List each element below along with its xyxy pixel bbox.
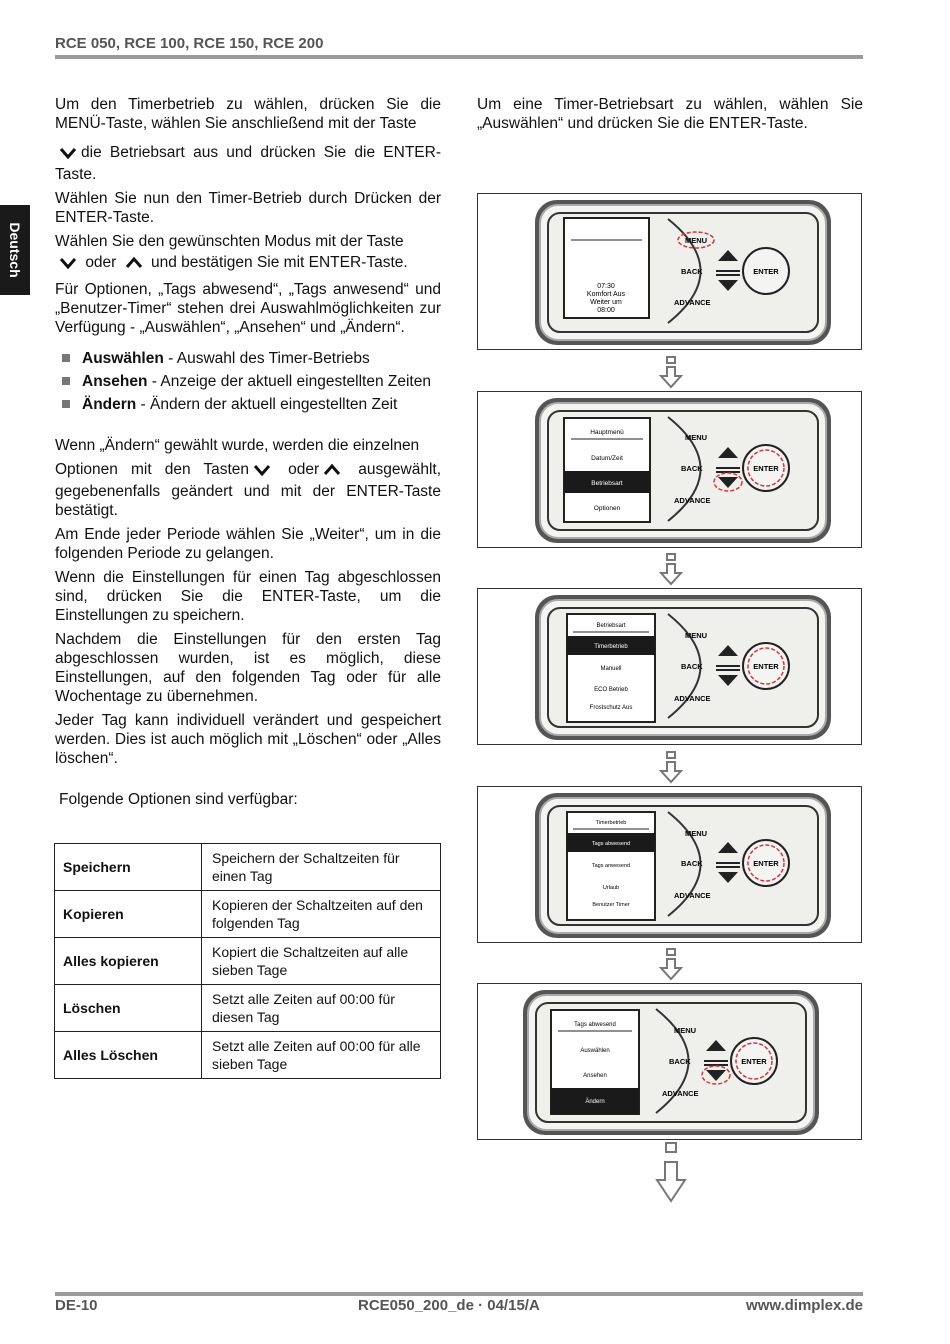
chevron-down-icon [59, 256, 77, 275]
bullet-term: Auswählen [82, 350, 164, 367]
document-code: RCE050_200_de · 04/15/A [358, 1297, 540, 1314]
paragraph: Am Ende jeder Periode wählen Sie „Weiter“, um in die folgenden Periode zu gelangen. [55, 526, 441, 562]
bullet-desc: - Ändern der aktuell eingestellten Zeit [136, 396, 398, 413]
menu-item: Frostschutz Aus [589, 705, 633, 711]
screen-line: 07:30 [597, 283, 615, 290]
back-label: BACK [669, 1057, 691, 1066]
bullet-square-icon [62, 400, 70, 408]
list-item [55, 349, 441, 368]
advance-label: ADVANCE [674, 298, 711, 307]
paragraph [55, 460, 441, 520]
advance-label: ADVANCE [674, 891, 711, 900]
options-intro: Folgende Optionen sind verfügbar: [59, 791, 298, 808]
option-desc: Kopiert die Schaltzeiten auf alle sieben Tage [202, 938, 441, 985]
paragraph [55, 143, 441, 184]
option-desc: Speichern der Schaltzeiten für einen Tag [202, 844, 441, 891]
option-name: Löschen [55, 985, 202, 1032]
controller-panel-1 [477, 193, 862, 350]
header-title: RCE 050, RCE 100, RCE 150, RCE 200 [55, 35, 324, 52]
menu-item: Auswählen [580, 1048, 610, 1054]
menu-label: MENU [685, 829, 708, 838]
enter-label: ENTER [741, 1057, 767, 1066]
menu-item: Manuell [600, 666, 622, 672]
table-row [55, 985, 441, 1032]
paragraph: Um den Timerbetrieb zu wählen, drücken Sie die MENÜ-Taste, wählen Sie anschließend mit der Taste [55, 96, 441, 132]
menu-item: Ändern [585, 1099, 605, 1105]
menu-title: Betriebsart [596, 623, 626, 629]
menu-title: Tags abwesend [574, 1022, 616, 1028]
down-flow-arrow-icon [658, 356, 684, 395]
paragraph-text: die Betriebsart aus und drücken Sie die ENTER-Taste. [55, 144, 441, 183]
paragraph: Nachdem die Einstellungen für den ersten Tag abgeschlossen wurden, ist es möglich, diese Einstellungen, auf den folgenden Tag oder für alle Wochentage zu übernehmen. [55, 631, 441, 705]
back-label: BACK [681, 662, 703, 671]
menu-item: Tags abwesend [591, 841, 631, 847]
paragraph-text: und bestätigen Sie mit ENTER-Taste. [150, 254, 408, 271]
table-row [55, 1032, 441, 1079]
options-table [54, 843, 441, 1079]
chevron-up-icon [323, 463, 341, 482]
down-flow-arrow-icon [658, 751, 684, 790]
bullet-square-icon [62, 377, 70, 385]
paragraph: Für Optionen, „Tags abwesend“, „Tags anwesend“ und „Benutzer-Timer“ stehen drei Auswahlmöglichkeiten zur Verfügung - „Auswählen“, „Ansehen“ und „Ändern“. [55, 281, 441, 336]
list-item [55, 372, 441, 391]
option-desc: Setzt alle Zeiten auf 00:00 für alle sieben Tage [202, 1032, 441, 1079]
screen-line: Komfort Aus [586, 291, 626, 298]
menu-label: MENU [685, 433, 708, 442]
paragraph: Jeder Tag kann individuell verändert und gespeichert werden. Dies ist auch möglich mit „Löschen“ oder „Alles löschen“. [55, 712, 441, 767]
paragraph [55, 253, 441, 275]
menu-title: Timerbetrieb [595, 820, 627, 826]
paragraph: Wählen Sie den gewünschten Modus mit der Taste [55, 233, 404, 250]
language-tab [0, 205, 30, 295]
paragraph: Wenn die Einstellungen für einen Tag abgeschlossen sind, drücken Sie die ENTER-Taste, um die Einstellungen zu speichern. [55, 569, 441, 624]
screen-line: Weiter um [590, 299, 622, 306]
enter-label: ENTER [753, 859, 779, 868]
menu-item: Optionen [593, 505, 621, 512]
controller-panel-3 [477, 588, 862, 745]
page-number: DE-10 [55, 1297, 98, 1314]
or-text: oder [288, 461, 320, 478]
left-column [55, 95, 441, 814]
back-label: BACK [681, 464, 703, 473]
bullet-desc: - Auswahl des Timer-Betriebs [163, 350, 370, 367]
enter-label: ENTER [753, 464, 779, 473]
bullet-square-icon [62, 354, 70, 362]
chevron-up-icon [125, 256, 143, 275]
chevron-down-icon [253, 463, 271, 482]
menu-item: Betriebsart [591, 480, 623, 487]
menu-item: Tags anwesend [591, 863, 631, 869]
screen-line: 08:00 [597, 307, 615, 314]
menu-item: Urlaub [602, 885, 620, 891]
table-row [55, 938, 441, 985]
footer-rule [55, 1292, 863, 1296]
advance-label: ADVANCE [674, 694, 711, 703]
controller-panel-2 [477, 391, 862, 548]
controller-panel-4 [477, 786, 862, 943]
website-link[interactable]: www.dimplex.de [746, 1297, 863, 1314]
or-text: oder [85, 254, 117, 271]
header-rule [55, 55, 863, 59]
menu-title: Hauptmenü [590, 429, 624, 436]
back-label: BACK [681, 267, 703, 276]
paragraph-text: Optionen mit den Tasten [55, 461, 250, 478]
menu-item: Timerbetrieb [594, 644, 628, 650]
right-intro: Um eine Timer-Betriebsart zu wählen, wählen Sie „Auswählen“ und drücken Sie die ENTER-Taste. [477, 96, 863, 132]
menu-label: MENU [674, 1026, 697, 1035]
bullet-list [55, 349, 441, 414]
menu-item: Benutzer Timer [592, 902, 630, 908]
down-flow-arrow-icon [658, 948, 684, 987]
down-flow-arrow-icon [655, 1142, 687, 1209]
language-tab-label: Deutsch [7, 222, 23, 278]
table-row [55, 891, 441, 938]
option-desc: Setzt alle Zeiten auf 00:00 für diesen Tag [202, 985, 441, 1032]
back-label: BACK [681, 859, 703, 868]
menu-label: MENU [685, 236, 708, 245]
list-item [55, 395, 441, 414]
bullet-term: Ansehen [82, 373, 148, 390]
option-name: Speichern [55, 844, 202, 891]
paragraph-text: ausgewählt, gegebenenfalls geändert und mit der ENTER-Taste bestätigt. [55, 461, 442, 519]
advance-label: ADVANCE [674, 496, 711, 505]
down-flow-arrow-icon [658, 553, 684, 592]
chevron-down-icon [59, 146, 77, 165]
menu-label: MENU [685, 631, 708, 640]
option-name: Kopieren [55, 891, 202, 938]
enter-label: ENTER [753, 662, 779, 671]
enter-label: ENTER [753, 267, 779, 276]
option-name: Alles Löschen [55, 1032, 202, 1079]
table-row [55, 844, 441, 891]
paragraph: Wenn „Ändern“ gewählt wurde, werden die einzelnen [55, 437, 420, 454]
controller-panel-5 [477, 983, 862, 1140]
option-name: Alles kopieren [55, 938, 202, 985]
menu-item: Ansehen [583, 1073, 607, 1079]
advance-label: ADVANCE [662, 1089, 699, 1098]
option-desc: Kopieren der Schaltzeiten auf den folgenden Tag [202, 891, 441, 938]
bullet-term: Ändern [82, 396, 137, 413]
paragraph: Wählen Sie nun den Timer-Betrieb durch Drücken der ENTER-Taste. [55, 190, 441, 226]
menu-item: Datum/Zeit [591, 455, 623, 462]
bullet-desc: - Anzeige der aktuell eingestellten Zeiten [147, 373, 431, 390]
menu-item: ECO Betrieb [594, 687, 628, 693]
